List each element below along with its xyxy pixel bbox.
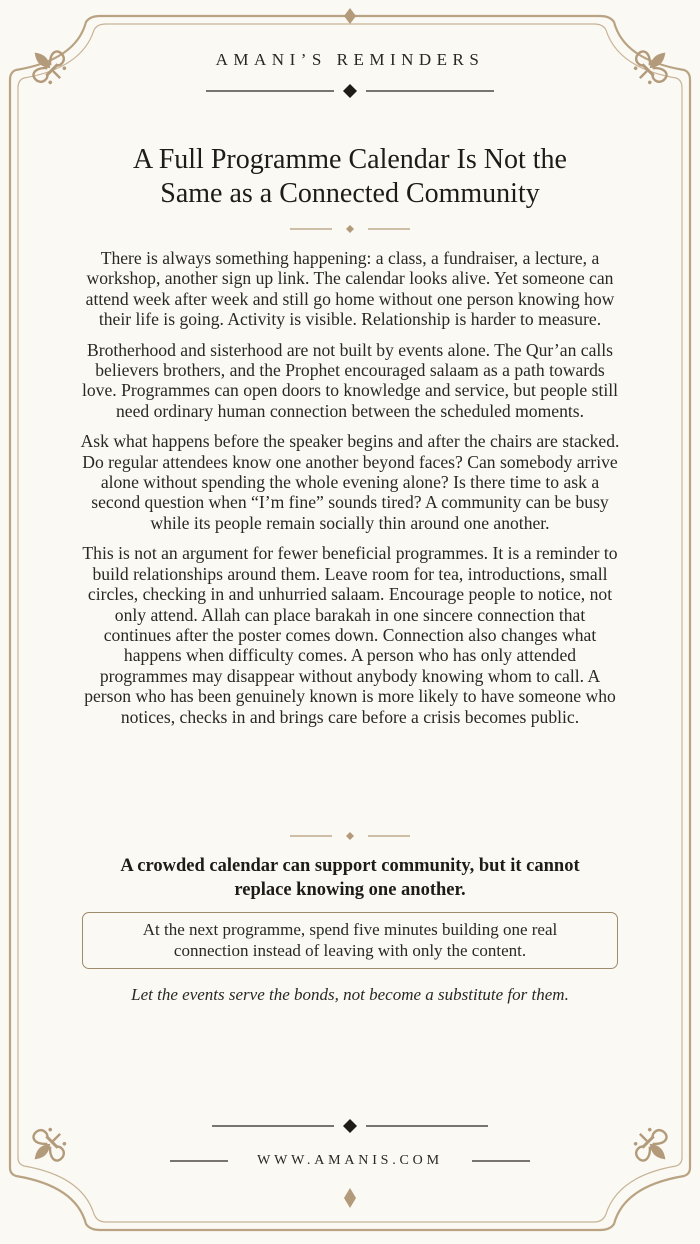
page-title (70, 143, 630, 211)
action-box (82, 912, 618, 969)
key-message (80, 854, 620, 902)
closing-line: Let the events serve the bonds, not become a substitute for them. (131, 985, 569, 1004)
action-line: connection instead of leaving with only the content. (173, 941, 527, 960)
paragraph: Brotherhood and sisterhood are not built by events alone. The Qur’an calls believers brothers, and the Prophet encouraged salaam as a path towards love. Programmes can open doors to knowledge and service, but people still need ordinary human connection between the scheduled moments. (82, 339, 618, 421)
brand-name: AMANI’S REMINDERS (215, 50, 485, 69)
key-line: A crowded calendar can support community, but it cannot (120, 856, 580, 876)
title-line: Same as a Connected Community (160, 178, 540, 209)
website-link[interactable]: WWW.AMANIS.COM (257, 1153, 443, 1168)
paragraph: Ask what happens before the speaker begins and after the chairs are stacked. Do regular attendees know one another beyond faces? Can somebody arrive alone without spending the whole evening alone? Is there time to ask a second question when “I’m fine” sounds tired? A community can be busy while its people remain socially thin around one another. (80, 431, 620, 533)
title-line: A Full Programme Calendar Is Not the (133, 144, 567, 175)
paragraph: There is always something happening: a class, a fundraiser, a lecture, a workshop, another sign up link. The calendar looks alive. Yet someone can attend week after week and still go home without one person knowing how their life is going. Activity is visible. Relationship is harder to measure. (85, 248, 615, 330)
action-line: At the next programme, spend five minutes building one real (142, 920, 558, 939)
article-body (80, 248, 620, 737)
key-line: replace knowing one another. (234, 880, 466, 900)
paragraph: This is not an argument for fewer beneficial programmes. It is a reminder to build relationships around them. Leave room for tea, introductions, small circles, checking in and unhurried salaam. Encourage people to notice, not only attend. Allah can place barakah in one sincere connection that continues after the poster comes down. Connection also changes what happens when difficulty comes. A person who has only attended programmes may disappear without anybody knowing whom to call. A person who has been genuinely known is more likely to have someone who notices, checks in and brings care before a crisis becomes public. (82, 543, 618, 727)
